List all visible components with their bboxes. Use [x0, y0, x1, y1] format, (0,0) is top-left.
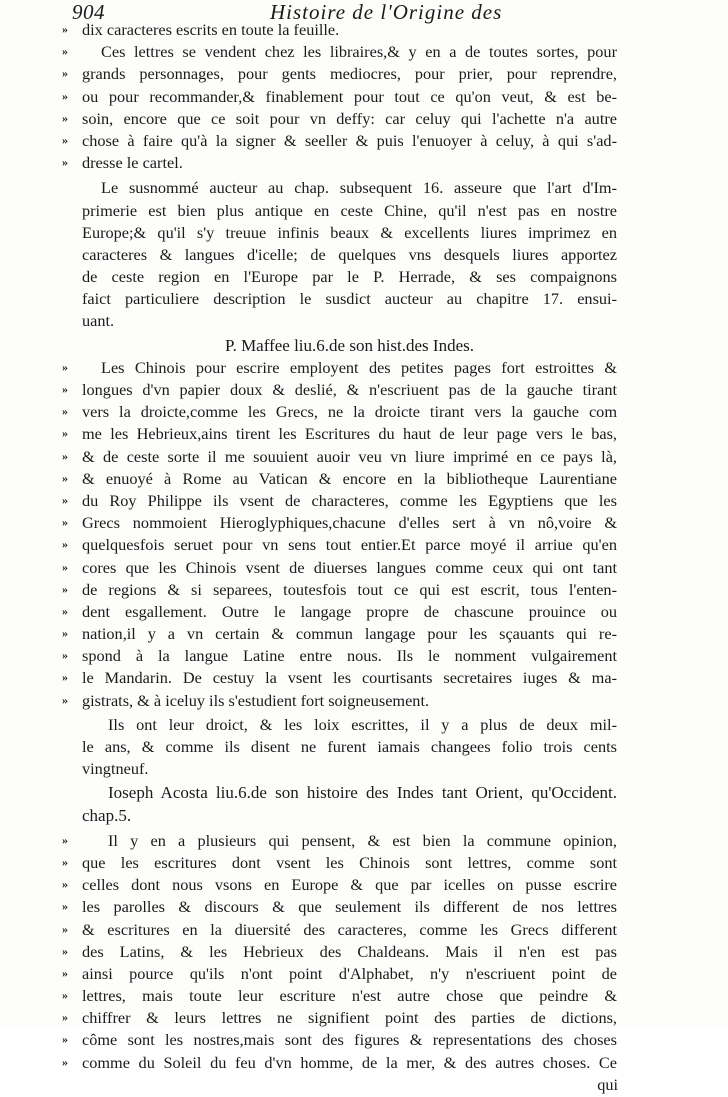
line-text: Les Chinois pour escrire employent des petites pages fort estroittes &: [101, 357, 617, 377]
line-text: celles dont nous vsons en Europe & que par icelles on pusse escrire: [82, 875, 617, 895]
quotation-marker: »: [62, 988, 67, 1003]
text-line: [0, 513, 728, 535]
text-line: [0, 42, 728, 64]
text-line: [0, 131, 728, 153]
line-text: primerie est bien plus antique en ceste Chine, qu'il n'est pas en nostre: [82, 200, 617, 220]
line-text: chap.5.: [82, 805, 132, 825]
text-line: [0, 424, 728, 446]
line-text: Il y en a plusieurs qui pensent, & est bien la commune opinion,: [108, 830, 617, 850]
text-line: [0, 875, 728, 897]
quotation-marker: »: [62, 1032, 67, 1047]
line-text: Ces lettres se vendent chez les libraires,& y en a de toutes sortes, pour: [101, 42, 617, 62]
text-line: [0, 853, 728, 875]
quotation-marker: »: [62, 877, 67, 892]
quotation-marker: »: [62, 155, 67, 170]
text-line: [0, 178, 728, 200]
text-line: [0, 942, 728, 964]
text-line: [0, 691, 728, 713]
text-line: [0, 491, 728, 513]
line-text: le Mandarin. De cestuy la vsent les courtisants secretaires iuges & ma-: [82, 668, 617, 688]
page-number: 904: [72, 0, 105, 24]
text-line: [0, 223, 728, 245]
text-line: [0, 64, 728, 86]
running-title: Histoire de l'Origine des: [270, 0, 503, 24]
line-text: chose à faire qu'à la signer & seeller & puis l'enuoyer à celuy, à qui s'ad-: [82, 130, 617, 150]
text-line: [0, 986, 728, 1008]
quotation-marker: »: [62, 359, 67, 374]
text-line: [0, 380, 728, 402]
text-line: [0, 201, 728, 223]
quotation-marker: »: [62, 537, 67, 552]
line-text: Ioseph Acosta liu.6.de son histoire des Indes tant Orient, qu'Occident.: [108, 783, 617, 803]
text-line: [0, 311, 728, 333]
line-text: ainsi pource qu'ils n'ont point d'Alphabet, n'y n'escriuent point de: [82, 963, 617, 983]
line-text: quelquesfois seruet pour vn sens tout entier.Et parce moyé il arriue qu'en: [82, 535, 617, 555]
text-line: [0, 1008, 728, 1030]
text-line: [0, 920, 728, 942]
text-line: [0, 267, 728, 289]
text-line: [0, 402, 728, 424]
line-text: longues d'vn papier doux & deslié, & n'escriuent pas de la gauche tirant: [82, 380, 617, 399]
line-text: dresse le cartel.: [82, 153, 183, 173]
text-line: [0, 1053, 728, 1075]
line-text: me les Hebrieux,ains tirent les Escritures du haut de leur page vers le bas,: [82, 424, 617, 444]
line-text: Le susnommé aucteur au chap. subsequent 16. asseure que l'art d'Im-: [101, 178, 617, 198]
line-text: lettres, mais toute leur escriture n'est autre chose que peindre &: [82, 986, 617, 1006]
quotation-marker: »: [62, 110, 67, 125]
text-line: [0, 245, 728, 267]
line-text: le ans, & comme ils disent ne furent iamais changees folio trois cents: [82, 737, 617, 756]
text-line: [0, 109, 728, 131]
quotation-marker: »: [62, 515, 67, 530]
quotation-marker: »: [62, 66, 67, 81]
line-text: de ceste region en l'Europe par le P. Herrade, & ses compaignons: [82, 267, 617, 287]
catchword-line: [0, 1075, 728, 1097]
quotation-marker: »: [62, 132, 67, 147]
line-text: dix caracteres escrits en toute la feuille.: [82, 20, 340, 39]
quotation-marker: »: [62, 603, 67, 618]
line-text: des Latins, & les Hebrieux des Chaldeans. Mais il n'en est pas: [82, 941, 617, 961]
quotation-marker: »: [62, 854, 67, 869]
text-line: [0, 558, 728, 580]
quotation-marker: »: [62, 448, 67, 463]
line-text: spond à la langue Latine entre nous. Ils le nomment vulgairement: [82, 646, 617, 666]
line-text: les parolles & discours & que seulement ils different de nos lettres: [82, 897, 617, 917]
line-text: chiffrer & leurs lettres ne signifient point des parties de dictions,: [82, 1008, 617, 1028]
body-text: [0, 20, 728, 1097]
quotation-marker: »: [62, 1010, 67, 1025]
quotation-marker: »: [62, 404, 67, 419]
quotation-marker: »: [62, 1054, 67, 1069]
quotation-marker: »: [62, 921, 67, 936]
quotation-marker: »: [62, 88, 67, 103]
line-text: Europe;& qu'il s'y treuue infinis beaux & excellents liures imprimez en: [82, 222, 617, 242]
text-line: [0, 759, 728, 781]
text-line: [0, 831, 728, 853]
text-line: [0, 469, 728, 491]
quotation-marker: »: [62, 692, 67, 707]
quotation-marker: »: [62, 899, 67, 914]
text-line: [0, 1030, 728, 1052]
line-text: comme du Soleil du feu d'vn homme, de la mer, & des autres choses. Ce: [82, 1052, 617, 1072]
quotation-marker: »: [62, 832, 67, 847]
text-line: [0, 153, 728, 175]
quotation-marker: »: [62, 648, 67, 663]
line-text: faict particuliere description le susdict aucteur au chapitre 17. ensui-: [82, 289, 617, 309]
line-text: que les escritures dont vsent les Chinois sont lettres, comme sont: [82, 852, 617, 872]
line-text: ou pour recommander,& finablement pour tout ce qu'on veut, & est be-: [82, 86, 617, 106]
text-line: [0, 87, 728, 109]
line-text: Ils ont leur droict, & les loix escrittes, il y a plus de deux mil-: [108, 714, 617, 734]
line-text: & de ceste sorte il me souuient auoir veu vn liure imprimé en ce pays là,: [82, 446, 617, 466]
text-line: [0, 447, 728, 469]
line-text: soin, encore que ce soit pour vn deffy: car celuy qui l'achette n'a autre: [82, 108, 617, 128]
quotation-marker: »: [62, 965, 67, 980]
text-line: [0, 964, 728, 986]
quotation-marker: »: [62, 382, 67, 396]
line-text: côme sont les nostres,mais sont des figures & representations des choses: [82, 1030, 617, 1050]
text-line: [0, 602, 728, 624]
quotation-marker: »: [62, 581, 67, 596]
text-line: [0, 535, 728, 557]
line-text: de regions & si separees, toutesfois tout ce qui est escrit, tous l'enten-: [82, 579, 617, 599]
quotation-marker: »: [62, 559, 67, 574]
line-text: uant.: [82, 311, 115, 331]
quotation-marker: »: [62, 44, 67, 59]
text-line: [0, 580, 728, 602]
text-line: [0, 806, 728, 828]
line-text: grands personnages, pour gents mediocres, pour prier, pour reprendre,: [82, 64, 617, 84]
text-line: [0, 20, 728, 42]
text-line: [0, 358, 728, 380]
catchword: qui: [597, 1074, 618, 1094]
quotation-marker: »: [62, 626, 67, 641]
text-line: [0, 336, 728, 358]
line-text: Grecs nommoient Hieroglyphiques,chacune d'elles sert à vn nô,voire &: [82, 513, 617, 533]
text-line: [0, 289, 728, 311]
text-line: [0, 783, 728, 805]
text-line: [0, 646, 728, 668]
line-text: caracteres & langues d'icelle; de quelques vns desquels liures apportez: [82, 244, 617, 264]
quotation-marker: »: [62, 670, 67, 685]
line-text: P. Maffee liu.6.de son hist.des Indes.: [225, 335, 474, 355]
quotation-marker: »: [62, 470, 67, 485]
quotation-marker: »: [62, 943, 67, 958]
line-text: gistrats, & à iceluy ils s'estudient fort soigneusement.: [82, 690, 430, 710]
text-line: [0, 668, 728, 690]
line-text: dent esgallement. Outre le langage propre de chascune prouince ou: [82, 601, 617, 621]
text-line: [0, 897, 728, 919]
text-line: [0, 715, 728, 737]
text-line: [0, 624, 728, 646]
line-text: vers la droicte,comme les Grecs, ne la droicte tirant vers la gauche com: [82, 402, 617, 422]
quotation-marker: »: [62, 22, 67, 36]
quotation-marker: »: [62, 492, 67, 507]
line-text: vingtneuf.: [82, 759, 149, 779]
line-text: cores que les Chinois vsent de diuerses langues comme ceux qui ont tant: [82, 557, 617, 577]
quotation-marker: »: [62, 426, 67, 441]
line-text: & enuoyé à Rome au Vatican & encore en la bibliotheque Laurentiane: [82, 468, 617, 488]
line-text: du Roy Philippe ils vsent de characteres, comme les Egyptiens que les: [82, 490, 617, 510]
line-text: & escritures en la diuersité des caracteres, comme les Grecs different: [82, 919, 617, 939]
text-line: [0, 737, 728, 759]
line-text: nation,il y a vn certain & commun langage pour les sçauants qui re-: [82, 624, 617, 644]
